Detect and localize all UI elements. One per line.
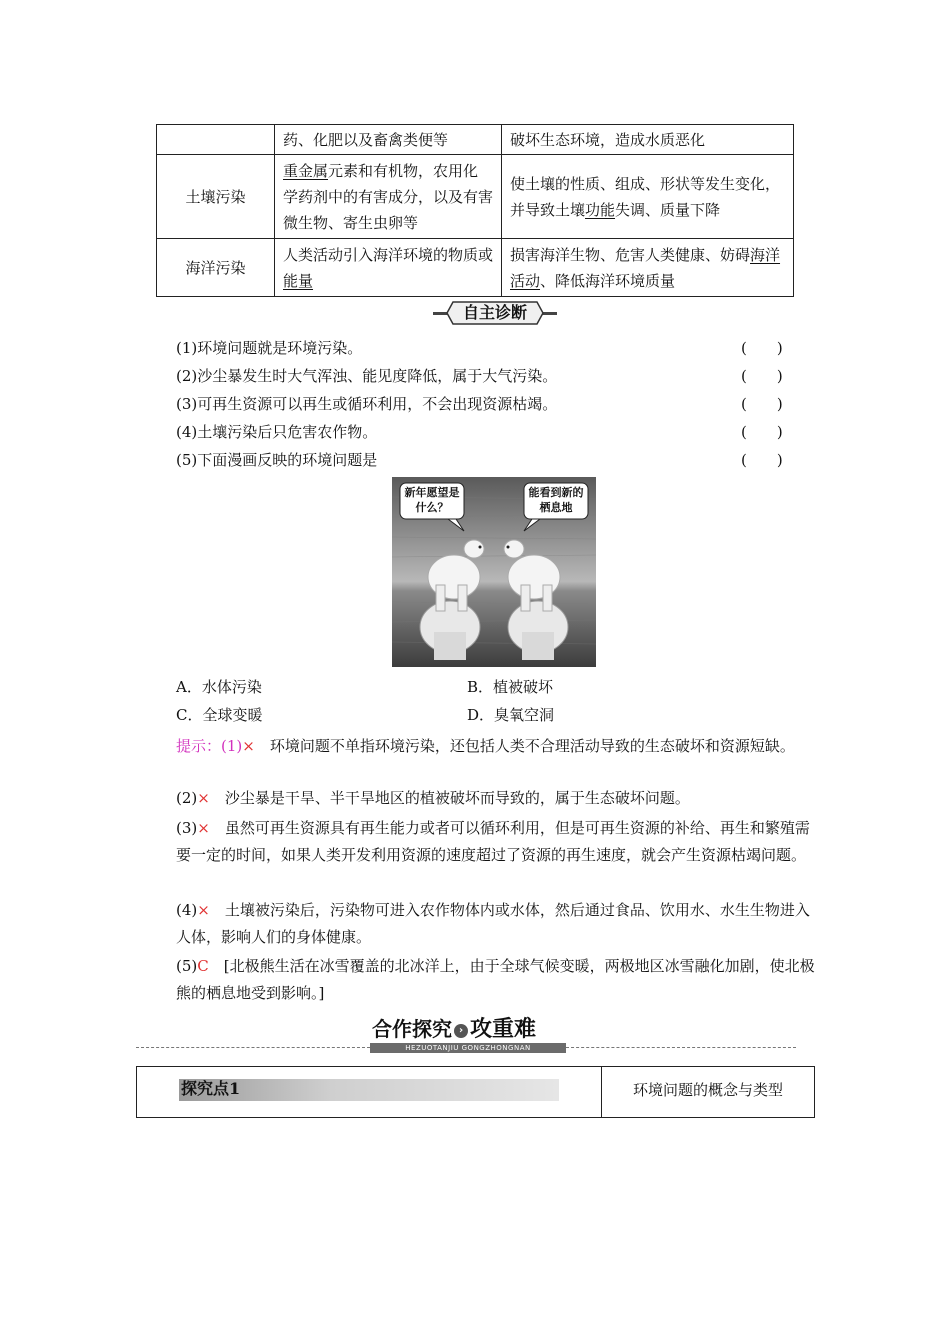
hint-mark: ×: [242, 737, 255, 755]
question-5: (5)下面漫画反映的环境问题是: [176, 451, 378, 469]
self-check-title: 自主诊断: [462, 303, 527, 322]
effects-cell: [502, 239, 794, 297]
underlined-term: 能量: [283, 271, 314, 290]
underlined-term: 功能: [585, 200, 616, 219]
section-title-b: 攻重难: [470, 1017, 537, 1042]
effects-text: 损害海洋生物、危害人类健康、妨碍: [510, 245, 751, 264]
option-a: A．水体污染: [176, 678, 262, 696]
explore-topic: 环境问题的概念与类型: [633, 1081, 784, 1099]
hint-text: 虽然可再生资源具有再生能力或者可以循环利用，但是可再生资源的补给、再生和繁殖需要一定的时间，如果人类开发利用资源的速度超过了资源的再生速度，就会产生资源枯竭问题。: [176, 819, 810, 864]
option-c: C．全球变暖: [176, 706, 263, 724]
question-2: (2)沙尘暴发生时大气浑浊、能见度降低，属于大气污染。: [176, 367, 558, 385]
causes-cell: 药、化肥以及畜禽类便等: [275, 125, 502, 155]
hint-num: (2): [176, 789, 198, 807]
section-title-a: 合作探究: [372, 1017, 452, 1041]
effects-text-end: 、降低海洋环境质量: [540, 271, 676, 290]
underlined-term: 海洋活动: [510, 245, 781, 290]
polar-bear-cartoon: [392, 477, 596, 667]
hint-text: 沙尘暴是干旱、半干旱地区的植被破坏而导致的，属于生态破坏问题。: [209, 789, 690, 807]
answer-paren-2: ( ): [741, 367, 783, 385]
type-cell: [157, 125, 275, 155]
underlined-term: 重金属: [283, 161, 329, 180]
table-row: [157, 155, 794, 239]
pollution-table: [156, 124, 794, 297]
table-row: [157, 125, 794, 155]
bubble-left-text: 新年愿望是什么？: [404, 486, 460, 514]
hint-mark: ×: [197, 819, 210, 837]
section-divider-left: [136, 1047, 370, 1048]
section-subtitle: HEZUOTANJIU GONGZHONGNAN: [370, 1043, 566, 1053]
hint-1: [176, 733, 816, 760]
option-b: B．植被破坏: [467, 678, 554, 696]
bubble-right-text: 能看到新的栖息地: [528, 486, 584, 514]
hint-mark: ×: [197, 901, 210, 919]
section-title: [372, 1017, 536, 1042]
hint-3: [176, 815, 816, 869]
effects-text: 使土壤的性质、组成、形状等发生变化，并导致土壤: [510, 174, 781, 219]
hint-4: [176, 897, 816, 951]
causes-text: 人类活动引入海洋环境的物质或: [283, 245, 494, 264]
question-3: (3)可再生资源可以再生或循环利用，不会出现资源枯竭。: [176, 395, 558, 413]
hint-num: (3): [176, 819, 198, 837]
hint-2: [176, 788, 816, 808]
explore-label: 探究点1: [181, 1079, 241, 1098]
effects-text-end: 失调、质量下降: [615, 200, 721, 219]
self-check-header: [433, 300, 557, 326]
question-1: (1)环境问题就是环境污染。: [176, 339, 363, 357]
causes-cell: [275, 239, 502, 297]
answer-paren-5: ( ): [741, 451, 783, 469]
hint-text: 土壤被污染后，污染物可进入农作物体内或水体，然后通过食品、饮用水、水生生物进入人体，影响人们的身体健康。: [176, 901, 810, 946]
effects-cell: [502, 155, 794, 239]
hint-text: 环境问题不单指环境污染，还包括人类不合理活动导致的生态破坏和资源短缺。: [254, 737, 795, 755]
hint-mark: ×: [197, 789, 210, 807]
causes-cell: [275, 155, 502, 239]
hint-text: [北极熊生活在冰雪覆盖的北冰洋上，由于全球气候变暖，两极地区冰雪融化加剧，使北极熊的栖息地受到影响。]: [176, 957, 815, 1002]
type-cell: 土壤污染: [157, 155, 275, 239]
hint-mark: C: [197, 957, 209, 975]
effects-cell: 破坏生态环境，造成水质恶化: [502, 125, 794, 155]
explore-point-box: [136, 1066, 815, 1118]
type-cell: 海洋污染: [157, 239, 275, 297]
hint-num: (4): [176, 901, 198, 919]
arrow-icon: ›: [454, 1024, 468, 1038]
explore-divider: [601, 1067, 602, 1117]
hint-5: [176, 953, 816, 1007]
hint-num: (5): [176, 957, 198, 975]
section-divider-right: [566, 1047, 796, 1048]
answer-paren-1: ( ): [741, 339, 783, 357]
table-row: [157, 239, 794, 297]
question-4: (4)土壤污染后只危害农作物。: [176, 423, 378, 441]
answer-paren-4: ( ): [741, 423, 783, 441]
answer-paren-3: ( ): [741, 395, 783, 413]
option-d: D．臭氧空洞: [467, 706, 555, 724]
hint-label: 提示：: [176, 737, 222, 755]
hint-num: (1): [221, 737, 243, 755]
causes-text: 元素和有机物，农用化学药剂中的有害成分，以及有害微生物、寄生虫卵等: [283, 161, 494, 232]
